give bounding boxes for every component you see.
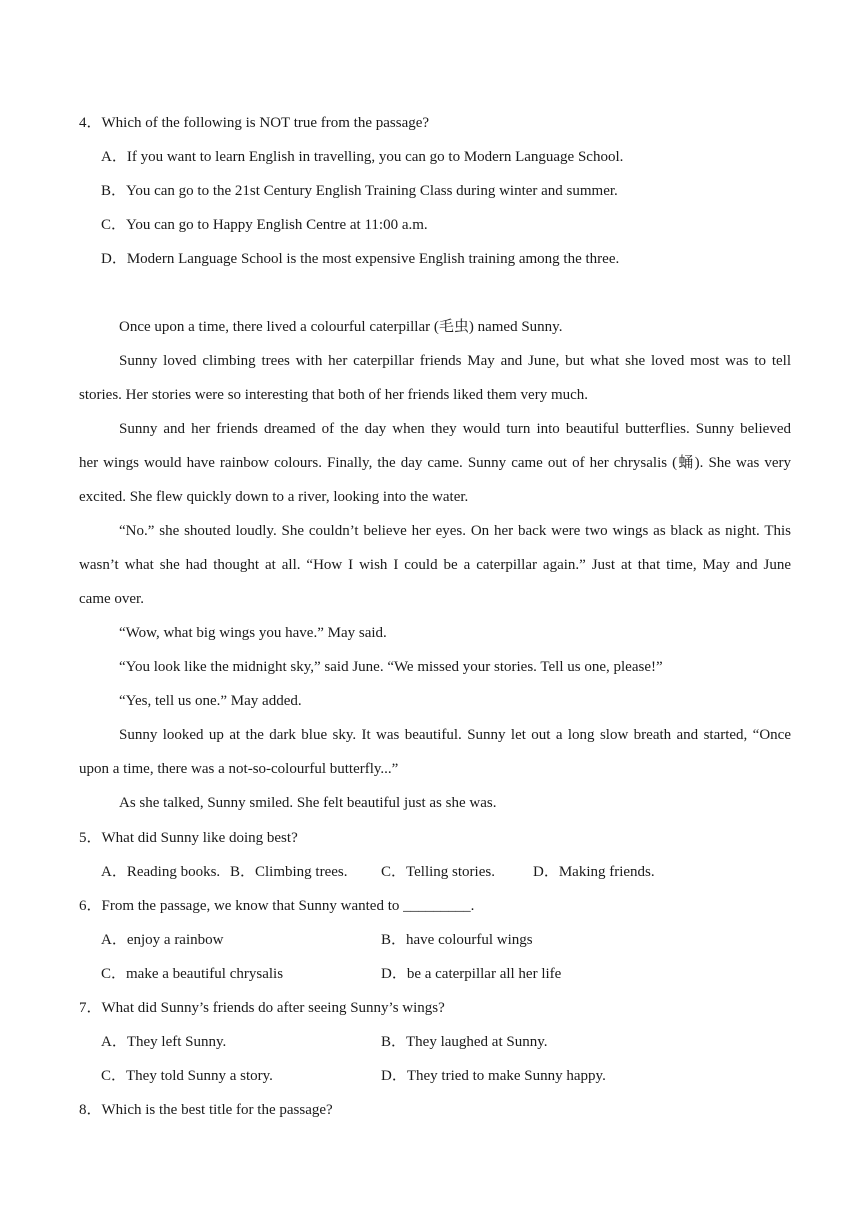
passage-paragraph-4-line-2: wasn’t what she had thought at all. “How I wish I could be a caterpillar again.” Just at that time, May and June — [79, 557, 791, 573]
question-4-option-a: A．If you want to learn English in travelling, you can go to Modern Language School. — [101, 149, 624, 165]
passage-paragraph-2-line-2: stories. Her stories were so interesting that both of her friends liked them very much. — [79, 387, 589, 403]
question-6-option-d: D．be a caterpillar all her life — [381, 966, 562, 982]
passage-paragraph-4-line-3: came over. — [79, 591, 144, 607]
passage-paragraph-4-line-1: “No.” she shouted loudly. She couldn’t believe her eyes. On her back were two wings as black as night. This — [119, 523, 791, 539]
question-4-option-d: D．Modern Language School is the most expensive English training among the three. — [101, 251, 620, 267]
question-6-option-a: A．enjoy a rainbow — [101, 932, 224, 948]
passage-paragraph-5: “Wow, what big wings you have.” May said. — [119, 625, 387, 641]
question-4-option-c: C．You can go to Happy English Centre at 11:00 a.m. — [101, 217, 428, 233]
passage-paragraph-1: Once upon a time, there lived a colourful caterpillar (毛虫) named Sunny. — [119, 319, 563, 335]
passage-paragraph-9: As she talked, Sunny smiled. She felt beautiful just as she was. — [119, 795, 497, 811]
question-5-option-d: D．Making friends. — [533, 864, 655, 880]
question-7-option-b: B．They laughed at Sunny. — [381, 1034, 548, 1050]
question-5-option-a: A．Reading books. — [101, 864, 221, 880]
passage-paragraph-2-line-1: Sunny loved climbing trees with her caterpillar friends May and June, but what she loved most was to tell — [119, 353, 791, 369]
question-6-stem: 6．From the passage, we know that Sunny wanted to _________. — [79, 898, 475, 914]
question-8-stem: 8．Which is the best title for the passage? — [79, 1102, 333, 1118]
passage-paragraph-3-line-1: Sunny and her friends dreamed of the day when they would turn into beautiful butterflies. Sunny believed — [119, 421, 791, 437]
passage-paragraph-6: “You look like the midnight sky,” said June. “We missed your stories. Tell us one, please!” — [119, 659, 663, 675]
passage-paragraph-3-line-3: excited. She flew quickly down to a river, looking into the water. — [79, 489, 469, 505]
question-4-stem: 4．Which of the following is NOT true from the passage? — [79, 115, 430, 131]
passage-paragraph-8-line-1: Sunny looked up at the dark blue sky. It was beautiful. Sunny let out a long slow breath and started, “Once — [119, 727, 791, 743]
question-7-stem: 7．What did Sunny’s friends do after seeing Sunny’s wings? — [79, 1000, 445, 1016]
question-7-option-c: C．They told Sunny a story. — [101, 1068, 273, 1084]
question-6-option-c: C．make a beautiful chrysalis — [101, 966, 284, 982]
question-7-option-d: D．They tried to make Sunny happy. — [381, 1068, 606, 1084]
question-6-option-b: B．have colourful wings — [381, 932, 533, 948]
passage-paragraph-7: “Yes, tell us one.” May added. — [119, 693, 302, 709]
question-5-option-c: C．Telling stories. — [381, 864, 495, 880]
passage-paragraph-3-line-2: her wings would have rainbow colours. Finally, the day came. Sunny came out of her chrysalis (蛹). She was very — [79, 455, 791, 471]
passage-paragraph-8-line-2: upon a time, there was a not-so-colourful butterfly...” — [79, 761, 399, 777]
question-5-stem: 5．What did Sunny like doing best? — [79, 830, 298, 846]
question-4-option-b: B．You can go to the 21st Century English Training Class during winter and summer. — [101, 183, 618, 199]
question-7-option-a: A．They left Sunny. — [101, 1034, 227, 1050]
question-5-option-b: B．Climbing trees. — [230, 864, 348, 880]
